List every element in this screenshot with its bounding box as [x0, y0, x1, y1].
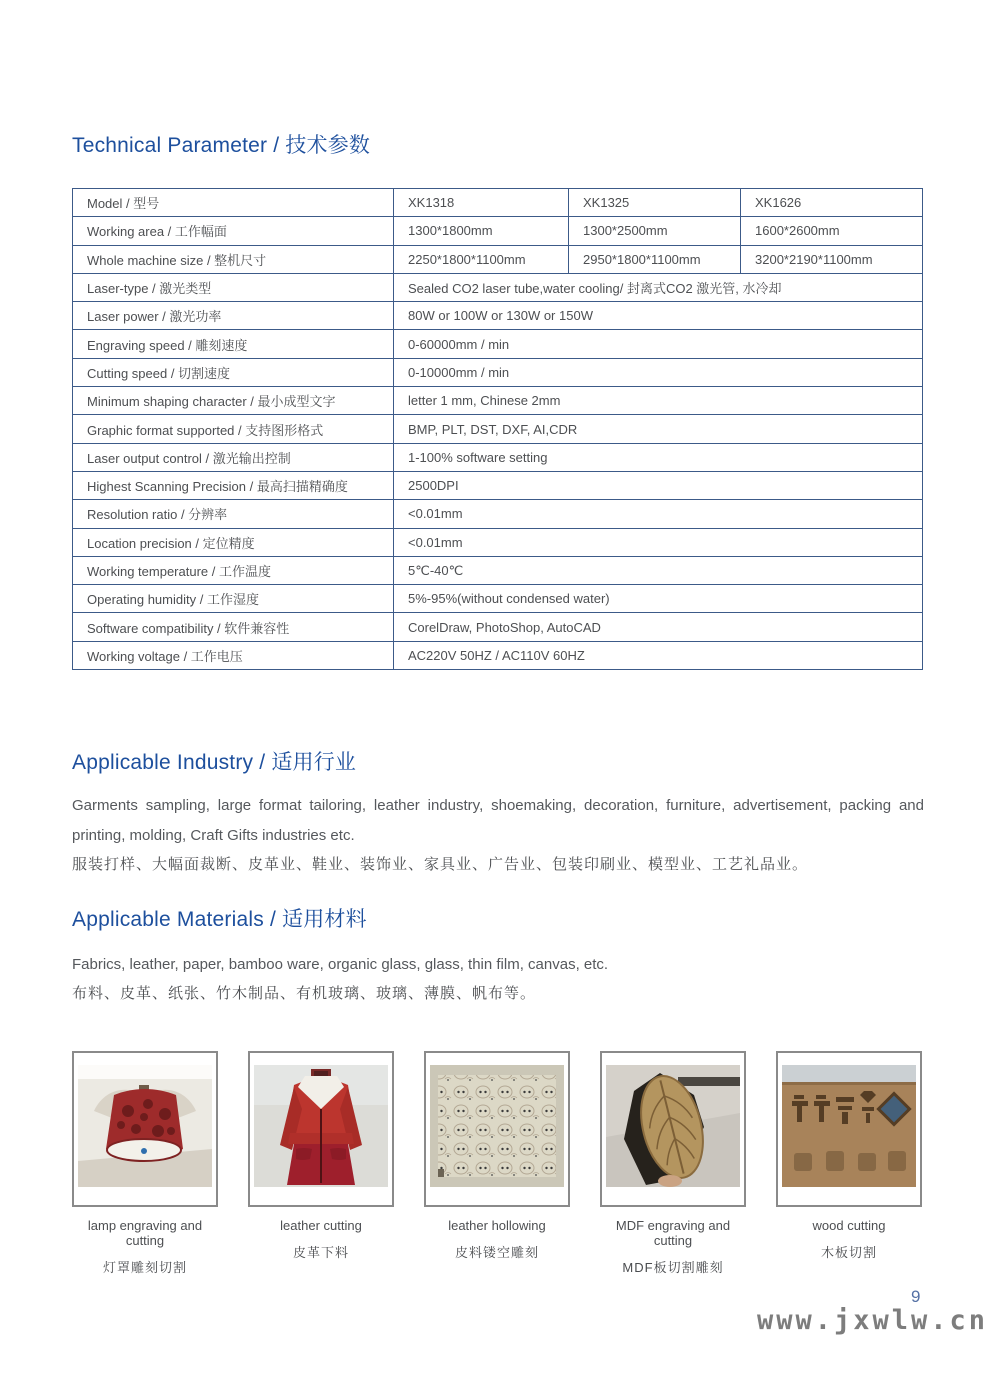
spec-value: 0-60000mm / min	[394, 330, 923, 358]
spec-value: XK1626	[741, 189, 923, 217]
table-row	[73, 585, 923, 613]
spec-label: Graphic format supported / 支持图形格式	[73, 415, 394, 443]
caption-zh: 皮料镂空雕刻	[454, 1245, 539, 1260]
materials-paragraph-en: Fabrics, leather, paper, bamboo ware, organic glass, glass, thin film, canvas, etc.	[72, 956, 609, 973]
spec-value: <0.01mm	[394, 528, 923, 556]
table-row	[73, 500, 923, 528]
spec-value: <0.01mm	[394, 500, 923, 528]
figure-caption	[248, 1218, 394, 1276]
table-row	[73, 528, 923, 556]
spec-value: 1300*2500mm	[569, 217, 741, 245]
site-watermark: www.jxwlw.cn	[757, 1305, 989, 1336]
spec-value: XK1318	[394, 189, 569, 217]
table-row	[73, 613, 923, 641]
figure-caption	[72, 1218, 218, 1276]
figure-photo-lamp	[72, 1051, 218, 1207]
leather-hollowing-photo-graphic	[430, 1065, 564, 1187]
spec-value: 1-100% software setting	[394, 443, 923, 471]
spec-label: Minimum shaping character / 最小成型文字	[73, 387, 394, 415]
spec-table	[72, 188, 923, 670]
spec-value: 5℃-40℃	[394, 556, 923, 584]
industry-paragraph-zh: 服装打样、大幅面裁断、皮革业、鞋业、装饰业、家具业、广告业、包装印刷业、模型业、工艺礼品业。	[72, 856, 809, 873]
caption-en: lamp engraving and cutting	[87, 1218, 203, 1248]
figure-photo-leather-hollowing	[424, 1051, 570, 1207]
table-row	[73, 245, 923, 273]
spec-label: Laser-type / 激光类型	[73, 273, 394, 301]
section-heading-applicable-industry: Applicable Industry / 适用行业	[72, 751, 357, 774]
caption-en: leather cutting	[280, 1218, 362, 1233]
spec-label: Laser power / 激光功率	[73, 302, 394, 330]
captions-row	[72, 1218, 922, 1276]
spec-label: Cutting speed / 切割速度	[73, 358, 394, 386]
caption-en: MDF engraving and cutting	[615, 1218, 731, 1248]
spec-label: Whole machine size / 整机尺寸	[73, 245, 394, 273]
table-row	[73, 273, 923, 301]
spec-label: Working area / 工作幅面	[73, 217, 394, 245]
spec-label: Laser output control / 激光输出控制	[73, 443, 394, 471]
spec-value: Sealed CO2 laser tube,water cooling/ 封离式CO2 激光管, 水冷却	[394, 273, 923, 301]
mdf-carving-photo-graphic	[606, 1065, 740, 1187]
spec-value: 1600*2600mm	[741, 217, 923, 245]
spec-value: 2250*1800*1100mm	[394, 245, 569, 273]
spec-label: Resolution ratio / 分辨率	[73, 500, 394, 528]
table-row	[73, 330, 923, 358]
caption-zh: 皮革下料	[292, 1245, 349, 1260]
spec-value: 1300*1800mm	[394, 217, 569, 245]
spec-value: BMP, PLT, DST, DXF, AI,CDR	[394, 415, 923, 443]
page-number: 9	[911, 1287, 921, 1306]
section-heading-applicable-materials: Applicable Materials / 适用材料	[72, 908, 367, 931]
table-row	[73, 217, 923, 245]
table-row	[73, 189, 923, 217]
spec-value: letter 1 mm, Chinese 2mm	[394, 387, 923, 415]
table-row	[73, 443, 923, 471]
spec-label: Working voltage / 工作电压	[73, 641, 394, 669]
spec-value: CorelDraw, PhotoShop, AutoCAD	[394, 613, 923, 641]
spec-label: Location precision / 定位精度	[73, 528, 394, 556]
spec-value: XK1325	[569, 189, 741, 217]
spec-label: Model / 型号	[73, 189, 394, 217]
spec-value: 2500DPI	[394, 471, 923, 499]
wood-cutting-photo-graphic	[782, 1065, 916, 1187]
spec-label: Operating humidity / 工作湿度	[73, 585, 394, 613]
figure-caption	[600, 1218, 746, 1276]
caption-zh: 木板切割	[820, 1245, 877, 1260]
caption-zh: MDF板切割雕刻	[622, 1260, 724, 1275]
spec-value: AC220V 50HZ / AC110V 60HZ	[394, 641, 923, 669]
table-row	[73, 641, 923, 669]
figure-photo-leather-jacket	[248, 1051, 394, 1207]
caption-zh: 灯罩雕刻切割	[102, 1260, 187, 1275]
spec-value: 5%-95%(without condensed water)	[394, 585, 923, 613]
spec-label: Engraving speed / 雕刻速度	[73, 330, 394, 358]
industry-paragraph-en: Garments sampling, large format tailoring, leather industry, shoemaking, decoration, furniture, advertisement, packing and printing, molding, Craft Gifts industries etc.	[72, 797, 924, 844]
spec-value: 2950*1800*1100mm	[569, 245, 741, 273]
spec-label: Software compatibility / 软件兼容性	[73, 613, 394, 641]
table-row	[73, 556, 923, 584]
spec-label: Highest Scanning Precision / 最高扫描精确度	[73, 471, 394, 499]
table-row	[73, 358, 923, 386]
spec-label: Working temperature / 工作温度	[73, 556, 394, 584]
figure-caption	[776, 1218, 922, 1276]
table-row	[73, 415, 923, 443]
figure-caption	[424, 1218, 570, 1276]
figures-row	[72, 1051, 922, 1207]
spec-value: 0-10000mm / min	[394, 358, 923, 386]
table-row	[73, 302, 923, 330]
lamp-photo-graphic	[78, 1065, 212, 1187]
caption-en: leather hollowing	[448, 1218, 546, 1233]
spec-value: 80W or 100W or 130W or 150W	[394, 302, 923, 330]
section-heading-technical-parameter: Technical Parameter / 技术参数	[72, 134, 371, 157]
caption-en: wood cutting	[812, 1218, 886, 1233]
table-row	[73, 471, 923, 499]
figure-photo-mdf-carving	[600, 1051, 746, 1207]
figure-photo-wood-cutting	[776, 1051, 922, 1207]
materials-paragraph-zh: 布料、皮革、纸张、竹木制品、有机玻璃、玻璃、薄膜、帆布等。	[72, 985, 537, 1002]
spec-value: 3200*2190*1100mm	[741, 245, 923, 273]
leather-jacket-photo-graphic	[254, 1065, 388, 1187]
table-row	[73, 387, 923, 415]
spec-table-body	[73, 189, 923, 670]
